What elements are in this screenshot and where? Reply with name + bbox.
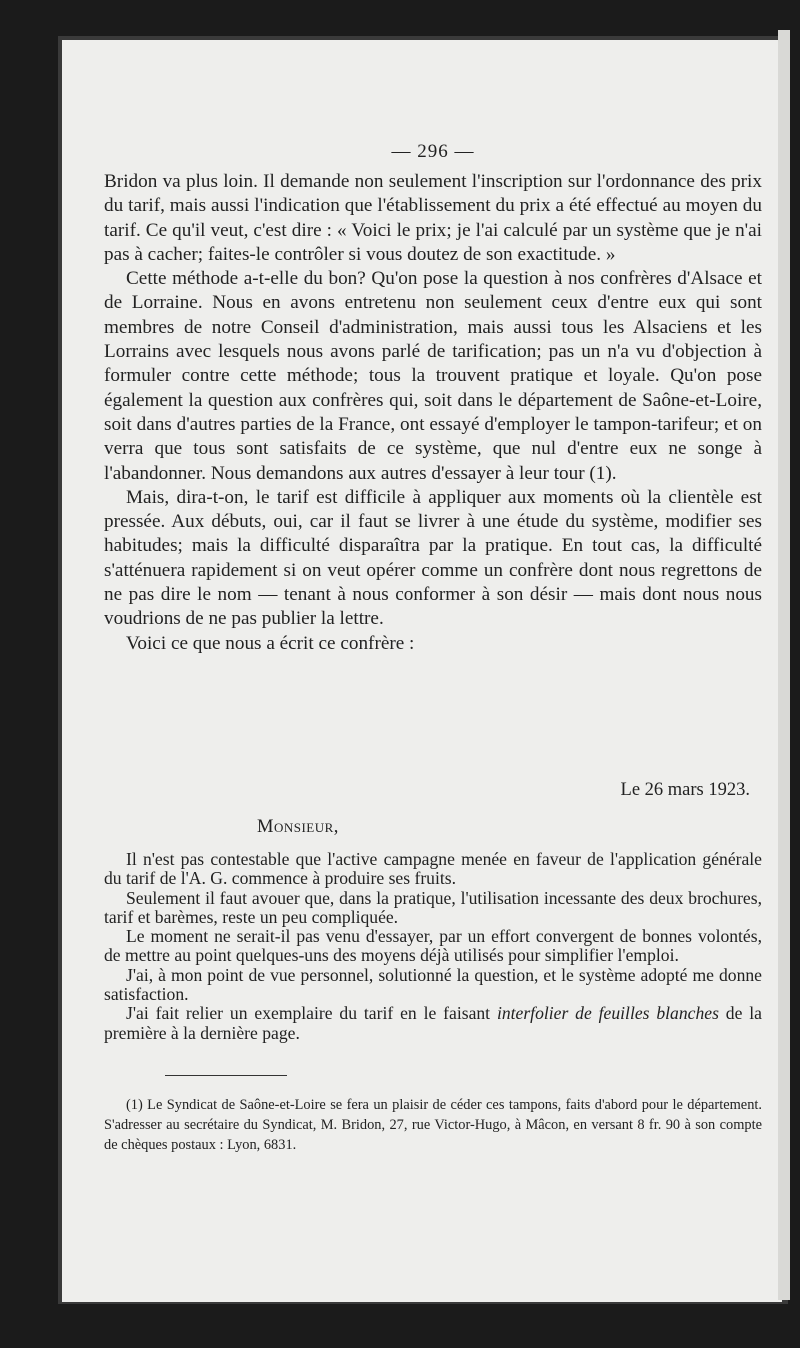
letter-paragraph: Il n'est pas contestable que l'active campagne menée en faveur de l'application générale du tarif de l'A. G. commence à produire ses fruits. xyxy=(104,849,762,889)
footnote-text: (1) Le Syndicat de Saône-et-Loire se fera un plaisir de céder ces tampons, faits d'abord pour le département. S'adresser au secrétaire du Syndicat, M. Bridon, 27, rue Victor-Hugo, à Mâcon, en versant 8 fr. 90 à son compte de chèques postaux : Lyon, 6831. xyxy=(104,1097,762,1153)
main-text xyxy=(104,170,762,656)
paragraph: Cette méthode a-t-elle du bon? Qu'on pose la question à nos confrères d'Alsace et de Lorraine. Nous en avons entretenu non seulement ceux d'entre eux qui sont membres de notre Conseil d'administration, mais aussi tous les Alsaciens et les Lorrains avec lesquels nous avons parlé de tarification; pas un n'a vu d'objection à formuler contre cette méthode; tous la trouvent pratique et loyale. Qu'on pose également la question aux confrères qui, soit dans le département de Saône-et-Loire, soit dans d'autres parties de la France, ont essayé d'employer le tampon-tarifeur; et on verra que tous sont satisfaits de ce système, que nul d'entre eux ne songe à l'abandonner. Nous demandons aux autres d'essayer à leur tour (1). xyxy=(104,268,762,484)
text-run: J'ai fait relier un exemplaire du tarif en le faisant xyxy=(126,1003,497,1024)
letter-paragraph: Seulement il faut avouer que, dans la pratique, l'utilisation incessante des deux brochures, tarif et barèmes, reste un peu compliquée. xyxy=(104,887,762,927)
letter-paragraph-last xyxy=(104,1004,762,1043)
paragraph: Bridon va plus loin. Il demande non seulement l'inscription sur l'ordonnance des prix du tarif, mais aussi l'indication que l'établissement du prix a été effectué au moyen du tarif. Ce qu'il veut, c'est dire : « Voici le prix; je l'ai calculé par un système que je n'ai pas à cacher; faites-le contrôler si vous doutez de son exactitude. » xyxy=(104,171,762,265)
letter-paragraph: Le moment ne serait-il pas venu d'essayer, par un effort convergent de bonnes volontés, de mettre au point quelques-uns des moyens déjà utilisés pour simplifier l'emploi. xyxy=(104,926,762,966)
page-number: — 296 — xyxy=(391,141,475,162)
paragraph: Voici ce que nous a écrit ce confrère : xyxy=(126,632,415,654)
italic-text-run: interfolier de feuilles blanches xyxy=(496,1003,719,1024)
letter-date: Le 26 mars 1923. xyxy=(620,780,750,800)
footnote-rule xyxy=(165,1075,287,1076)
paragraph: Mais, dira-t-on, le tarif est difficile à appliquer aux moments où la clientèle est pressée. Aux débuts, oui, car il faut se livrer à une étude du système, modifier ses habitudes; mais la difficulté disparaîtra par la pratique. En tout cas, la difficulté s'atténuera rapidement si on veut opérer comme un confrère dont nous regrettons de ne pas dire le nom — tenant à nous conformer à son désir — mais dont nous nous voudrions de ne pas publier la lettre. xyxy=(104,486,762,630)
text-run: de la première à la dernière page. xyxy=(104,1003,762,1043)
footnote xyxy=(104,1095,762,1155)
letter-salutation: Monsieur, xyxy=(257,817,339,837)
letter-body xyxy=(104,850,762,1043)
letter-paragraph: J'ai, à mon point de vue personnel, solutionné la question, et le système adopté me donne satisfaction. xyxy=(104,964,762,1005)
next-page-edge xyxy=(778,30,790,1300)
